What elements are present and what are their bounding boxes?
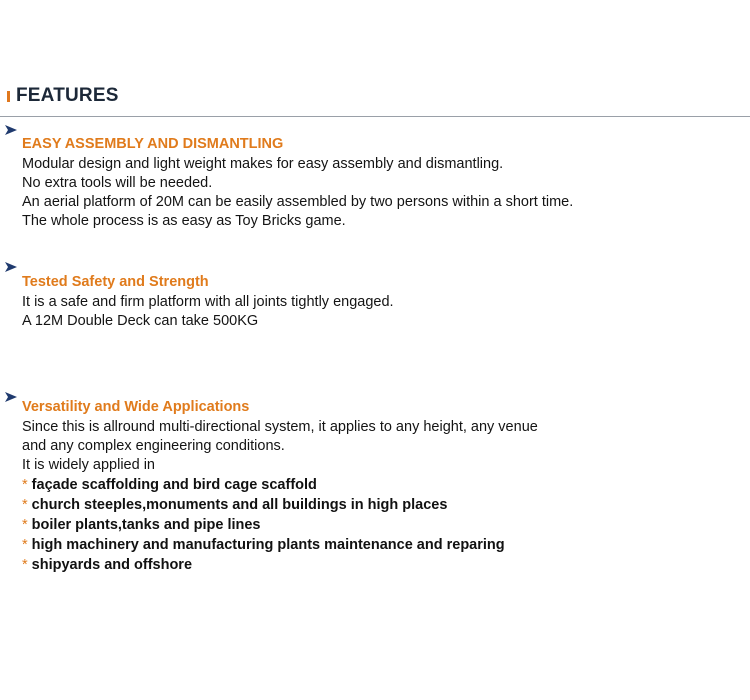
section-title: Versatility and Wide Applications	[22, 399, 250, 415]
section-line: No extra tools will be needed.	[22, 175, 213, 191]
list-item	[22, 477, 317, 493]
list-item	[22, 517, 261, 533]
section-line: Modular design and light weight makes for easy assembly and dismantling.	[22, 156, 504, 172]
section-line: An aerial platform of 20M can be easily assembled by two persons within a short time.	[22, 194, 574, 210]
list-item-text: façade scaffolding and bird cage scaffold	[31, 477, 317, 493]
features-header	[0, 84, 750, 118]
list-item	[22, 497, 447, 513]
list-item-text: boiler plants,tanks and pipe lines	[31, 517, 261, 533]
bullet-marker: *	[22, 517, 32, 533]
page-title: FEATURES	[16, 85, 119, 106]
section-line: A 12M Double Deck can take 500KG	[22, 313, 259, 329]
bullet-marker: *	[22, 557, 32, 573]
arrow-right-icon	[5, 125, 17, 135]
bullet-marker: *	[22, 497, 32, 513]
bullet-marker: *	[22, 477, 32, 493]
arrow-right-icon	[5, 392, 17, 402]
section-title: Tested Safety and Strength	[22, 274, 209, 290]
section-line: It is widely applied in	[22, 457, 155, 473]
list-item-text: high machinery and manufacturing plants maintenance and reparing	[31, 537, 505, 553]
list-item	[22, 537, 505, 553]
section-line: The whole process is as easy as Toy Bricks game.	[22, 213, 346, 229]
section-line: and any complex engineering conditions.	[22, 438, 285, 454]
header-divider	[0, 116, 750, 117]
section-line: It is a safe and firm platform with all joints tightly engaged.	[22, 294, 394, 310]
list-item	[22, 557, 192, 573]
arrow-right-icon	[5, 262, 17, 272]
list-item-text: shipyards and offshore	[31, 557, 193, 573]
orange-bar-icon	[7, 91, 10, 102]
bullet-marker: *	[22, 537, 32, 553]
list-item-text: church steeples,monuments and all buildings in high places	[31, 497, 448, 513]
section-line: Since this is allround multi-directional system, it applies to any height, any venue	[22, 419, 538, 435]
section-title: EASY ASSEMBLY AND DISMANTLING	[22, 136, 284, 152]
